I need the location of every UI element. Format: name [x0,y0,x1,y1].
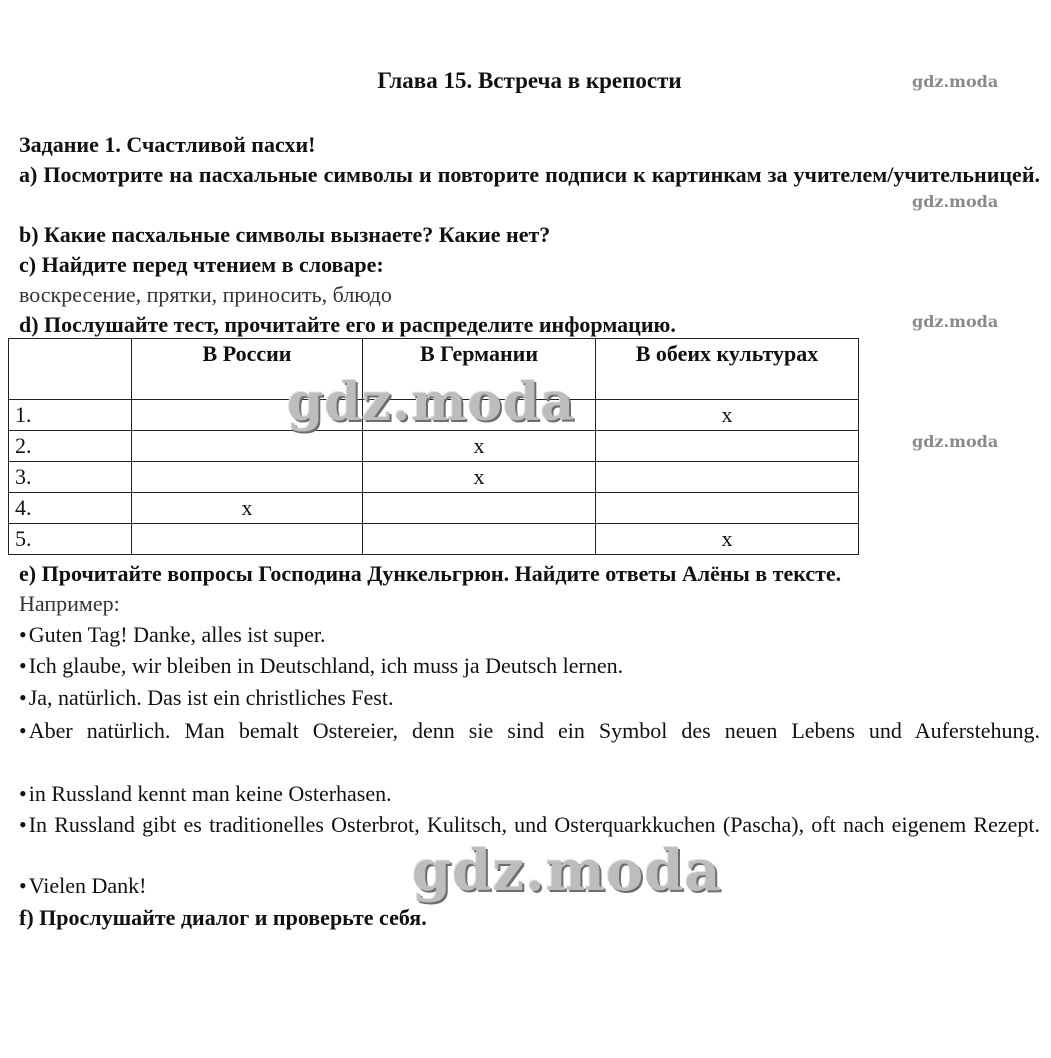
task-f: f) Прослушайте диалог и проверьте себя. [19,905,427,930]
table-cell [363,493,596,524]
table-row [9,462,859,493]
table-cell: 1. [9,400,132,431]
table-cell [596,462,859,493]
answer-item: • In Russland gibt es traditionelles Osterbrot, Kulitsch, und Osterquarkkuchen (Pascha), oft nach eigenem Rezept. [19,810,1040,840]
table-header-cell: В России [132,339,363,400]
textbook-page [15,0,1040,1058]
table-header-cell: В обеих культурах [596,339,859,400]
table-header-cell [9,339,132,400]
info-table [8,338,859,555]
watermark-small: gdz.moda [912,432,999,451]
table-row [9,400,859,431]
table-cell [132,462,363,493]
table-cell: 4. [9,493,132,524]
watermark-small: gdz.moda [912,72,999,91]
table-cell [132,524,363,555]
table-cell: x [596,524,859,555]
task-e-example: Например: [19,591,120,616]
table-header-cell: В Германии [363,339,596,400]
task-c: c) Найдите перед чтением в словаре: [19,252,384,277]
task-heading: Задание 1. Счастливой пасхи! [19,132,316,157]
task-c-words: воскресение, прятки, приносить, блюдо [19,282,392,307]
table-cell [596,493,859,524]
answer-item: • Ja, natürlich. Das ist ein christliches Fest. [19,683,1040,713]
answer-item: • Guten Tag! Danke, alles ist super. [19,620,1040,650]
task-e: e) Прочитайте вопросы Господина Дункельгрюн. Найдите ответы Алёны в тексте. [19,561,842,586]
table-cell: x [363,431,596,462]
table-row [9,493,859,524]
task-b: b) Какие пасхальные символы вызнаете? Какие нет? [19,222,551,247]
task-a: a) Посмотрите на пасхальные символы и повторите подписи к картинкам за учителем/учительницей. [19,162,1040,187]
answer-item: • Vielen Dank! [19,871,1040,901]
table-cell [363,400,596,431]
watermark-big: gdz.moda [287,372,576,433]
watermark-big: gdz.moda [412,838,722,904]
table-cell: 3. [9,462,132,493]
answer-item: • in Russland kennt man keine Osterhasen. [19,779,1040,809]
table-cell: x [596,400,859,431]
table-row [9,524,859,555]
table-cell [363,524,596,555]
table-cell [596,431,859,462]
table-cell: 5. [9,524,132,555]
watermark-small: gdz.moda [912,192,999,211]
table-cell: 2. [9,431,132,462]
watermark-small: gdz.moda [912,312,999,331]
answer-item: • Aber natürlich. Man bemalt Ostereier, denn sie sind ein Symbol des neuen Lebens und Auferstehung. [19,716,1040,746]
table-cell: x [363,462,596,493]
table-cell [132,400,363,431]
answer-item: • Ich glaube, wir bleiben in Deutschland, ich muss ja Deutsch lernen. [19,651,1040,681]
task-d: d) Послушайте тест, прочитайте его и распределите информацию. [19,312,676,337]
table-row [9,431,859,462]
chapter-title: Глава 15. Встреча в крепости [377,68,682,93]
table-cell [132,431,363,462]
table-cell: x [132,493,363,524]
table-header-row [9,339,859,400]
